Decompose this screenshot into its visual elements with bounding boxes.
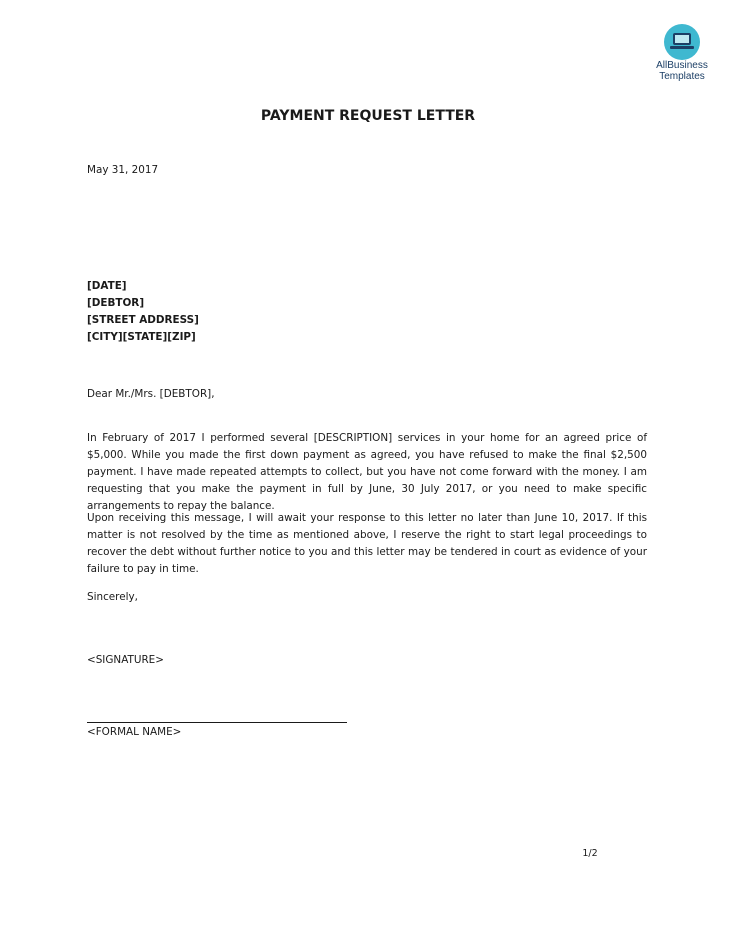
signature-line xyxy=(87,722,347,723)
signature-placeholder: <SIGNATURE> xyxy=(87,654,164,666)
address-line-street: [STREET ADDRESS] xyxy=(87,314,199,326)
address-line-city-state-zip: [CITY][STATE][ZIP] xyxy=(87,331,196,343)
address-line-debtor: [DEBTOR] xyxy=(87,297,145,309)
recipient-address-block xyxy=(87,278,199,346)
salutation: Dear Mr./Mrs. [DEBTOR], xyxy=(87,388,215,400)
logo-text-line2: Templates xyxy=(659,71,705,82)
letter-title: PAYMENT REQUEST LETTER xyxy=(260,108,476,124)
address-line-date: [DATE] xyxy=(87,280,127,292)
formal-name-placeholder: <FORMAL NAME> xyxy=(87,726,182,738)
allbusiness-templates-logo xyxy=(648,24,716,82)
body-paragraph-1: In February of 2017 I performed several [DESCRIPTION] services in your home for an agreed price of $5,000. While you made the first down payment as agreed, you have refused to make the final $2,500 payment. I have made repeated attempts to collect, but you have not come forward with the money. I am requesting that you make the payment in full by June, 30 July 2017, or you need to make specific arrangements to repay the balance. xyxy=(87,432,647,512)
logo-text-line1: AllBusiness xyxy=(656,60,708,71)
closing: Sincerely, xyxy=(87,591,138,603)
body-paragraph-2: Upon receiving this message, I will await your response to this letter no later than June 10, 2017. If this matter is not resolved by the time as mentioned above, I reserve the right to start legal proceedings to recover the debt without further notice to you and this letter may be tendered in court as evidence of your failure to pay in time. xyxy=(87,512,647,575)
laptop-icon xyxy=(664,24,700,60)
page-number: 1/2 xyxy=(582,848,598,859)
letter-date: May 31, 2017 xyxy=(87,164,159,176)
